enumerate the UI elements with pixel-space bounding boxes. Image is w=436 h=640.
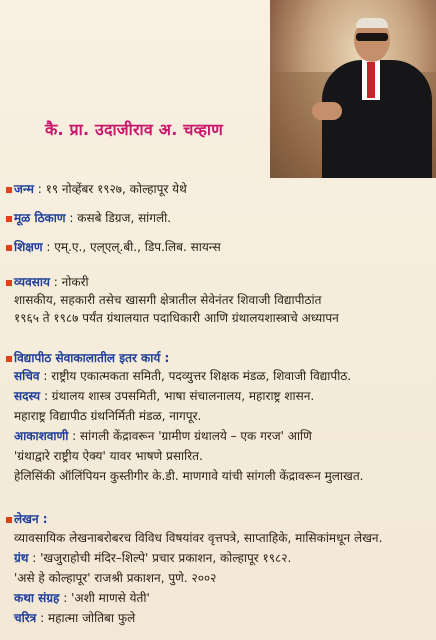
profession-label: व्यवसाय (14, 275, 50, 289)
member-row (14, 388, 314, 404)
radio-value: : सांगली केंद्रावरून 'ग्रामीण ग्रंथालये – एक गरज' आणि (72, 429, 312, 443)
education-label: शिक्षण (14, 240, 43, 254)
portrait-photo (270, 0, 436, 178)
secretary-value: : राष्ट्रीय एकात्मकता समिती, पदव्युत्तर शिक्षक मंडळ, शिवाजी विद्यापीठ. (43, 369, 352, 383)
biography-label: चरित्र (14, 611, 37, 625)
book-value: : 'खजुराहोची मंदिर–शिल्पे' प्रचार प्रकाशन, कोल्हापूर १९८२. (32, 551, 292, 565)
book-row (14, 550, 291, 566)
university-heading: विद्यापीठ सेवाकालातील इतर कार्य : (14, 351, 170, 365)
story-row (14, 590, 150, 606)
member-value: : ग्रंथालय शास्त्र उपसमिती, भाषा संचालनालय, महाराष्ट्र शासन. (43, 389, 315, 403)
university-heading-row (14, 350, 169, 366)
person-hair (356, 18, 388, 28)
writing-line-1: व्यावसायिक लेखनाबरोबरच विविध विषयांवर वृत्तपत्रे, साप्ताहिके, मासिकांमधून लेखन. (14, 531, 383, 545)
member-label: सदस्य (14, 389, 41, 403)
bullet-icon (6, 356, 12, 362)
bullet-icon (6, 187, 12, 193)
birth-label: जन्म (14, 182, 34, 196)
writing-heading-row (14, 511, 48, 527)
profession-line-3: १९६५ ते १९८७ पर्यंत ग्रंथालयात पदाधिकारी आणि ग्रंथालयशास्त्राचे अध्यापन (14, 311, 339, 325)
writing-heading: लेखन : (14, 512, 48, 526)
story-label: कथा संग्रह (14, 591, 60, 605)
page-title: कै. प्रा. उदाजीराव अ. चव्हाण (44, 120, 224, 139)
birth-value: : १९ नोव्हेंबर १९२७, कोल्हापूर येथे (37, 182, 187, 196)
bullet-icon (6, 216, 12, 222)
person-tie (367, 62, 375, 98)
secretary-row (14, 368, 351, 384)
radio-row (14, 428, 312, 444)
birth-row (14, 181, 187, 197)
bullet-icon (6, 245, 12, 251)
profession-row (14, 274, 89, 290)
profession-value: : नोकरी (53, 275, 89, 289)
radio-line-3: हेलिसिंकी ऑलिंपियन कुस्तीगीर के.डी. माणगावे यांची सांगली केंद्रावरून मुलाखत. (14, 469, 364, 483)
person-glasses (356, 33, 388, 41)
member-line-2: महाराष्ट्र विद्यापीठ ग्रंथनिर्मिती मंडळ, नागपूर. (14, 409, 202, 423)
story-value: : 'अशी माणसे येती' (63, 591, 150, 605)
book-line-2: 'असे हे कोल्हापूर' राजश्री प्रकाशन, पुणे. २००२ (14, 571, 217, 585)
education-value: : एम्.ए., एल्एल्.बी., डिप.लिब. सायन्स (46, 240, 221, 254)
radio-line-2: 'ग्रंथाद्वारे राष्ट्रीय ऐक्य' यावर भाषणे प्रसारित. (14, 449, 203, 463)
bullet-icon (6, 517, 12, 523)
bullet-icon (6, 280, 12, 286)
biography-row (14, 610, 135, 626)
native-row (14, 210, 171, 226)
book-label: ग्रंथ (14, 551, 29, 565)
radio-label: आकाशवाणी (14, 429, 69, 443)
education-row (14, 239, 221, 255)
secretary-label: सचिव (14, 369, 40, 383)
biography-value: : महात्मा जोतिबा फुले (40, 611, 136, 625)
native-label: मूळ ठिकाण (14, 211, 66, 225)
person-hands (312, 102, 342, 120)
profession-line-2: शासकीय, सहकारी तसेच खासगी क्षेत्रातील सेवेनंतर शिवाजी विद्यापीठांत (14, 293, 322, 307)
native-value: : कसबे डिग्रज, सांगली. (69, 211, 172, 225)
